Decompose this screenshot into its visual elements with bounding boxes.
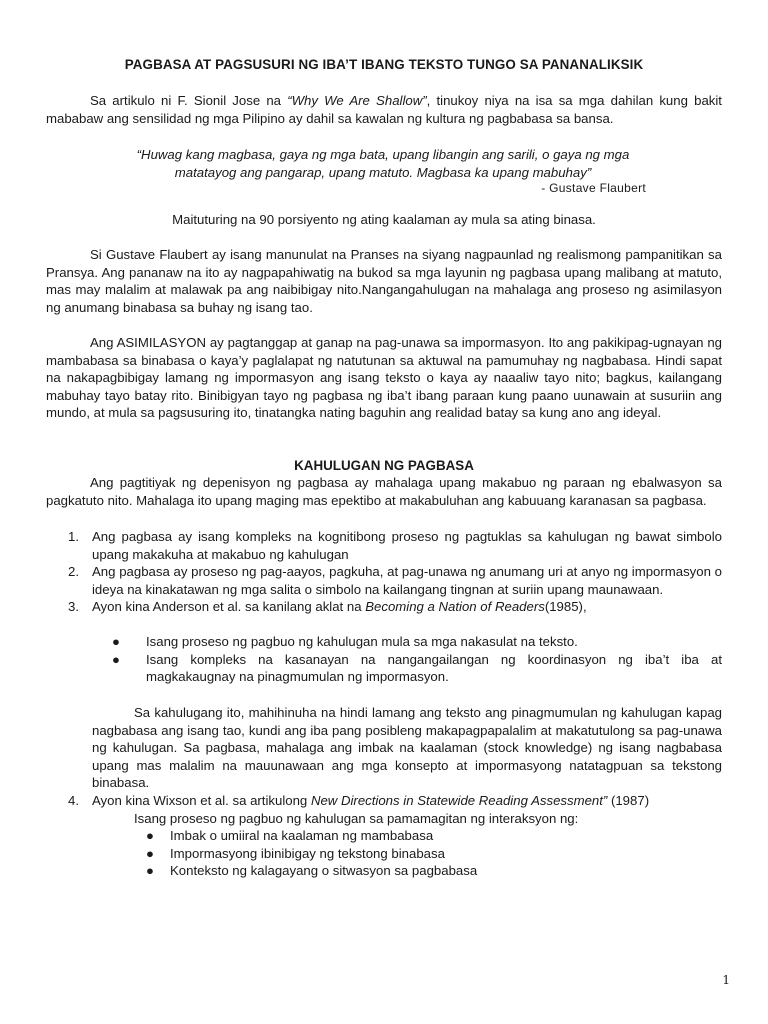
quote-attribution: - Gustave Flaubert <box>541 181 646 195</box>
quote-line-2: matatayog ang pangarap, upang matuto. Magbasa ka upang mabuhay” <box>174 164 592 180</box>
list-item-text-start: Ayon kina Anderson et al. sa kanilang aklat na <box>92 599 366 615</box>
item3-follow-paragraph: Sa kahulugang ito, mahihinuha na hindi lamang ang teksto ang pinagmumulan ng kahulugan kapag nagbabasa ang isang tao, kundi ang iba pang posibleng makapagpapalalim at makatutulong sa pag-unawa ng kahulugan. Sa pagbasa, mahalaga ang imbak na kaalaman (stock knowledge) ng isang nagbabasa upang mas malalim na mauunawaan ang mga konsepto at impormasyong natatagpuan sa tekstong binabasa. <box>92 705 722 791</box>
flaubert-quote <box>118 146 648 181</box>
intro-text-start: Sa artikulo ni F. Sionil Jose na <box>90 93 288 108</box>
list-item-text: Ang pagbasa ay isang kompleks na kognitibong proseso ng pagtuklas sa kahulugan ng bawat simbolo upang makakuha at makabuo ng kahulugan <box>92 529 722 562</box>
bullet-text: Isang kompleks na kasanayan na nangangailangan ng koordinasyon ng iba’t iba at magkakaugnay na pinagmumulan ng impormasyon. <box>146 651 722 685</box>
list-item-2 <box>68 563 722 598</box>
bullet-dot-icon: ● <box>146 845 154 861</box>
list-number: 4. <box>68 793 79 808</box>
article-title: “Why We Are Shallow” <box>287 93 427 108</box>
page-number: 1 <box>722 973 730 987</box>
bullet-text: Konteksto ng kalagayang o sitwasyon sa pagbabasa <box>170 863 478 879</box>
book-title: Becoming a Nation of Readers <box>365 599 545 615</box>
item3-bullets <box>112 633 722 686</box>
list-item-3 <box>68 598 722 616</box>
stat-line: Maituturing na 90 porsiyento ng ating kaalaman ay mula sa ating binasa. <box>172 212 596 227</box>
quote-line-1: “Huwag kang magbasa, gaya ng mga bata, upang libangin ang sarili, o gaya ng mga <box>136 147 630 162</box>
flaubert-paragraph: Si Gustave Flaubert ay isang manunulat na Pranses na siyang nagpaunlad ng realismong pampanitikan sa Pransya. Ang pananaw na ito ay nagpapahiwatig na bukod sa mga layunin ng pagbasa upang malibang at matuto, mas may malalim at malawak pa ang naibibigay nito.Nangangahulugan na mahalaga ang proseso ng asimilasyon ng anumang binabasa sa buhay ng isang tao. <box>46 247 722 315</box>
bullet-item <box>146 862 706 880</box>
list-item-text-start: Ayon kina Wixson et al. sa artikulong <box>92 793 311 808</box>
bullet-text: Impormasyong ibinibigay ng tekstong binabasa <box>170 845 445 861</box>
section-intro-paragraph: Ang pagtitiyak ng depenisyon ng pagbasa ay mahalaga upang makabuo ng paraan ng ebalwasyon sa pagkatuto nito. Mahalaga ito upang maging mas epektibo at makabuluhan ang kabuuang karanasan sa pagbasa. <box>46 475 722 508</box>
list-number: 3. <box>68 599 79 615</box>
bullet-item <box>112 651 722 686</box>
list-number: 2. <box>68 564 79 580</box>
list-item-1 <box>68 528 722 563</box>
item4-sub-line: Isang proseso ng pagbuo ng kahulugan sa pamamagitan ng interaksyon ng: <box>134 811 579 826</box>
document-title: PAGBASA AT PAGSUSURI NG IBA’T IBANG TEKSTO TUNGO SA PANANALIKSIK <box>124 57 644 72</box>
list-number: 1. <box>68 529 79 544</box>
bullet-item <box>146 845 706 863</box>
bullet-text: Imbak o umiiral na kaalaman ng mambabasa <box>170 828 434 843</box>
list-item-text-end: (1985), <box>544 599 587 615</box>
bullet-dot-icon: ● <box>146 863 154 879</box>
intro-text-end: , tinukoy niya na isa sa mga dahilan kung bakit mababaw ang sensilidad ng mga Pilipino ay dahil sa kawalan ng kultura ng pagbabasa sa bansa. <box>46 93 722 126</box>
section-heading: KAHULUGAN NG PAGBASA <box>294 458 474 473</box>
item4-bullets <box>146 827 706 880</box>
bullet-dot-icon: ● <box>112 651 120 667</box>
asimilasyon-paragraph: Ang ASIMILASYON ay pagtanggap at ganap na pag-unawa sa impormasyon. Ito ang pakikipag-ugnayan ng mambabasa sa binabasa o kaya’y paglalapat ng natutunan sa aktuwal na pamumuhay ng nagbabasa. Hindi sapat na nakapagbibigay lamang ng impormasyon ang isang teksto o kaya ay naaaliw tayo nito; bagkus, kailangang mabuhay tayo batay rito. Binibigyan tayo ng pagbasa ng iba’t ibang paraan kung paano uunawain at susuriin ang mundo, at mula sa pagsusuring ito, tinatangka nating baguhin ang realidad batay sa kung ano ang ideyal. <box>46 335 722 421</box>
definition-list-continued <box>68 792 722 810</box>
intro-paragraph <box>46 92 722 127</box>
list-item-4 <box>68 792 722 810</box>
bullet-item <box>146 827 706 845</box>
bullet-item <box>112 633 722 651</box>
definition-list <box>68 528 722 616</box>
article-title-2: New Directions in Statewide Reading Assessment” <box>310 793 608 808</box>
list-item-text: Ang pagbasa ay proseso ng pag-aayos, pagkuha, at pag-unawa ng anumang uri at anyo ng impormasyon o ideya na kinakatawan ng mga salita o simbolo na kailangang tingnan at suriin upang maunawaan. <box>92 564 722 597</box>
bullet-text: Isang proseso ng pagbuo ng kahulugan mula sa mga nakasulat na teksto. <box>146 634 578 649</box>
bullet-dot-icon: ● <box>146 828 154 843</box>
list-item-text-end: (1987) <box>607 793 650 808</box>
bullet-dot-icon: ● <box>112 634 120 649</box>
